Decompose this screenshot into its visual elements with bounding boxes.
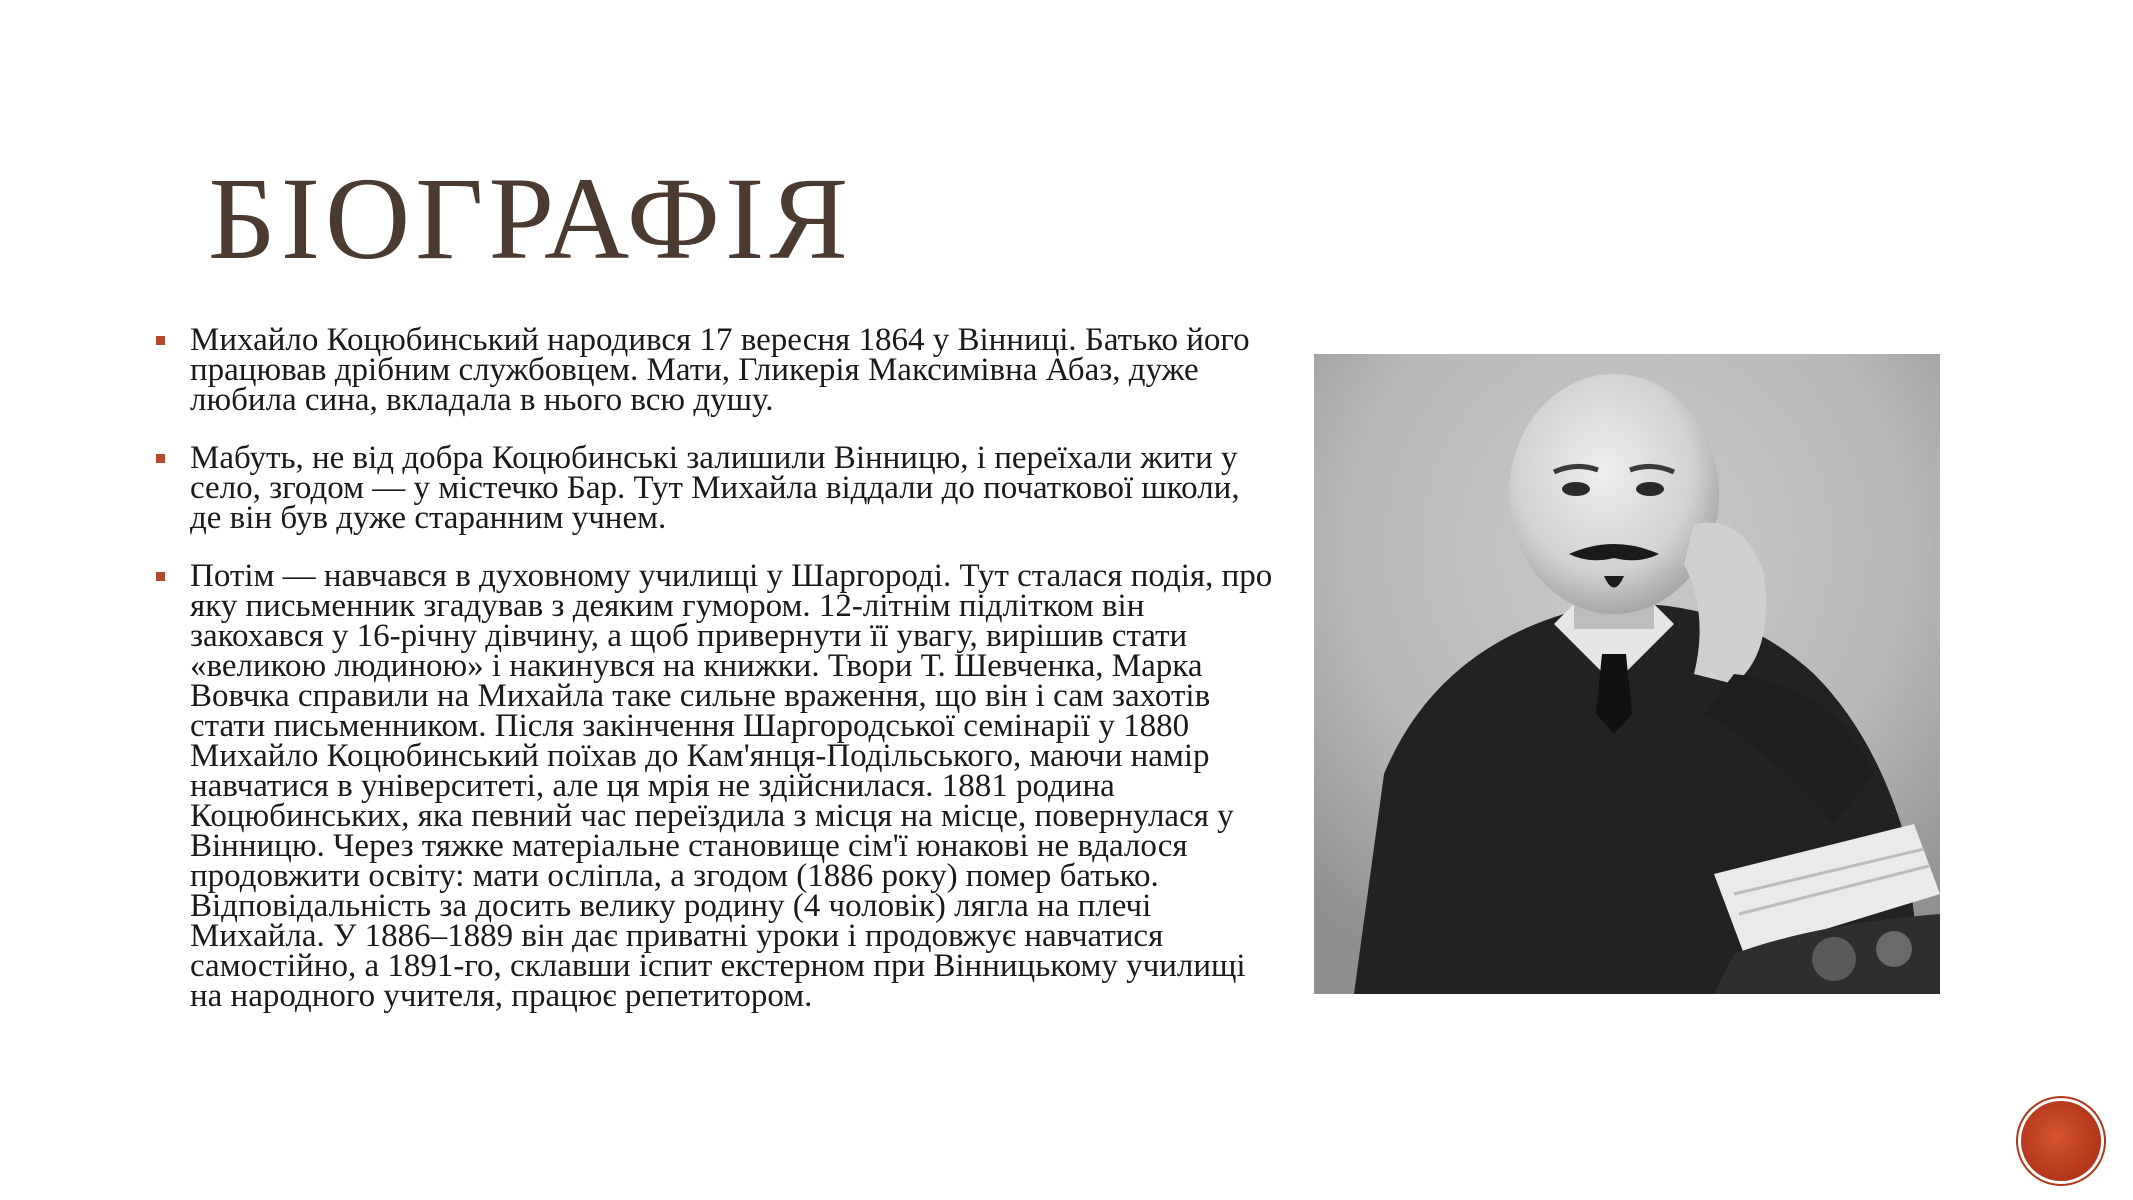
slide-title: БІОГРАФІЯ (208, 153, 854, 284)
portrait-photo (1314, 354, 1940, 994)
paragraph-text: Михайло Коцюбинський народився 17 вересня 1864 у Вінниці. Батько його працював дрібним службовцем. Мати, Гликерія Максимівна Абаз, дуже любила сина, вкладала в нього всю душу. (190, 322, 1250, 418)
portrait-illustration (1314, 354, 1940, 994)
bullet-paragraph-2 (154, 440, 1274, 536)
paragraph-text: Мабуть, не від добра Коцюбинські залишили Вінницю, і переїхали жити у село, згодом — у містечко Бар. Тут Михайла віддали до початкової школи, де він був дуже старанним учнем. (190, 440, 1240, 536)
bullet-paragraph-1 (154, 322, 1274, 418)
next-slide-button[interactable] (2021, 1101, 2101, 1181)
square-bullet-icon (156, 454, 165, 463)
bullet-paragraph-3 (154, 558, 1274, 1014)
paragraph-text: Потім — навчався в духовному училищі у Шаргороді. Тут сталася подія, про яку письменник згадував з деяким гумором. 12-літнім підлітком він закохався у 16-річну дівчину, а щоб привернути її увагу, вирішив стати «великою людиною» і накинувся на книжки. Твори Т. Шевченка, Марка Вовчка справили на Михайла таке сильне враження, що він і сам захотів стати письменником. Після закінчення Шаргородської семінарії у 1880 Михайло Коцюбинський поїхав до Кам'янця-Подільського, маючи намір навчатися в університеті, але ця мрія не здійснилася. 1881 родина Коцюбинських, яка певний час переїздила з місця на місце, повернулася у Вінницю. Через тяжке матеріальне становище сім'ї юнакові не вдалося продовжити освіту: мати осліпла, а згодом (1886 року) помер батько. Відповідальність за досить велику родину (4 чоловік) лягла на плечі Михайла. У 1886–1889 він дає приватні уроки і продовжує навчатися самостійно, а 1891-го, склавши іспит екстерном при Вінницькому училищі на народного учителя, працює репетитором. (190, 558, 1273, 1014)
bullet-list (154, 322, 1274, 1039)
square-bullet-icon (156, 336, 165, 345)
square-bullet-icon (156, 572, 165, 581)
